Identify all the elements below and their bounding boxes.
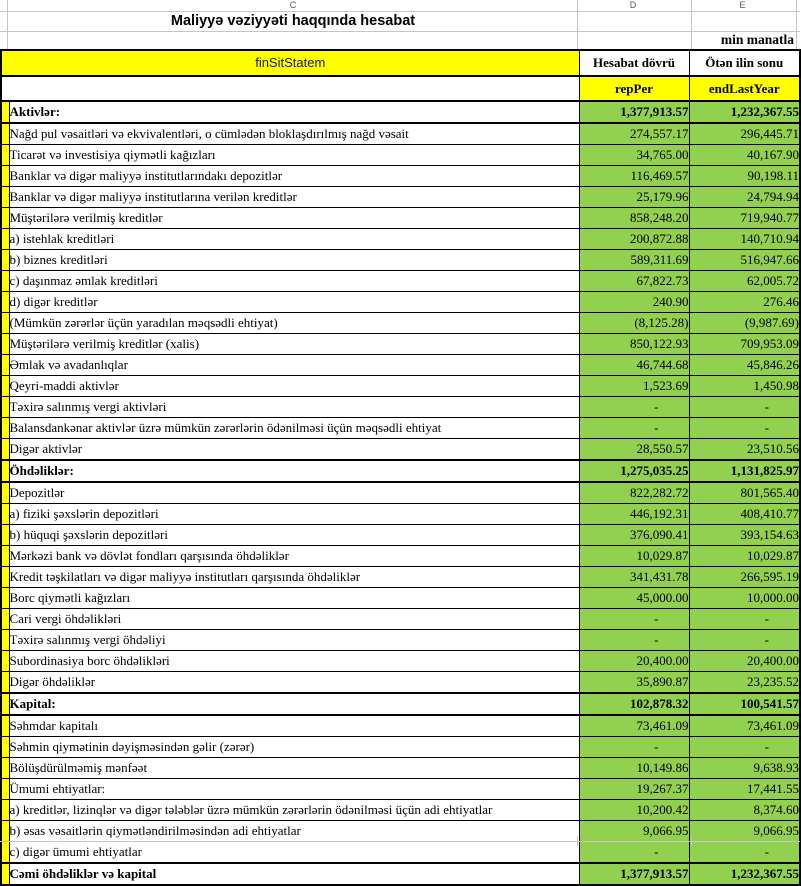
end-last-year-value-cell[interactable]: 100,541.57 (689, 693, 800, 715)
row-marker-stripe[interactable] (1, 546, 9, 567)
gridline (796, 0, 797, 49)
row-marker-stripe[interactable] (1, 250, 9, 271)
row-marker-stripe[interactable] (1, 821, 9, 842)
row-marker-stripe[interactable] (1, 715, 9, 737)
rep-per-value-cell[interactable]: - (579, 737, 689, 758)
end-last-year-value-cell[interactable]: 62,005.72 (689, 271, 800, 292)
table-row (1, 758, 800, 779)
row-marker-stripe[interactable] (1, 123, 9, 145)
end-last-year-value-cell[interactable]: 10,000.00 (689, 588, 800, 609)
end-last-year-value-cell[interactable]: - (689, 397, 800, 418)
table-row (1, 630, 800, 651)
form-code-cell[interactable]: finSitStatem (1, 50, 579, 76)
end-last-year-value-cell[interactable]: 296,445.71 (689, 123, 800, 145)
end-last-year-value-cell[interactable]: 140,710.94 (689, 229, 800, 250)
row-marker-stripe[interactable] (1, 525, 9, 546)
row-label-cell[interactable]: Depozitlər (9, 482, 579, 504)
row-label-cell[interactable]: Cari vergi öhdəlikləri (9, 609, 579, 630)
rep-per-value-cell[interactable]: 1,377,913.57 (579, 863, 689, 885)
row-marker-stripe[interactable] (1, 292, 9, 313)
end-last-year-value-cell[interactable]: 40,167.90 (689, 145, 800, 166)
header-row-2 (1, 76, 800, 101)
end-last-year-value-cell[interactable]: 393,154.63 (689, 525, 800, 546)
row-label-cell[interactable]: Digər aktivlər (9, 439, 579, 461)
row-label-cell[interactable]: Nağd pul vəsaitləri və ekvivalentləri, o cümlədən bloklaşdırılmış nağd vəsait (9, 123, 579, 145)
rep-per-value-cell[interactable]: 35,890.87 (579, 672, 689, 694)
end-last-year-value-cell[interactable]: (9,987.69) (689, 313, 800, 334)
table-row (1, 101, 800, 123)
end-last-year-value-cell[interactable]: 23,510.56 (689, 439, 800, 461)
table-row (1, 609, 800, 630)
table-row (1, 376, 800, 397)
row-label-cell[interactable]: Mərkəzi bank və dövlət fondları qarşısında öhdəliklər (9, 546, 579, 567)
end-last-year-value-cell[interactable]: 709,953.09 (689, 334, 800, 355)
table-row (1, 418, 800, 439)
rep-per-value-cell[interactable]: 822,282.72 (579, 482, 689, 504)
table-row (1, 588, 800, 609)
row-label-cell[interactable]: Kapital: (9, 693, 579, 715)
table-row (1, 863, 800, 885)
table-row (1, 672, 800, 694)
table-body (1, 50, 800, 885)
end-last-year-value-cell[interactable]: - (689, 609, 800, 630)
row-label-cell[interactable]: c) daşınmaz əmlak kreditləri (9, 271, 579, 292)
end-last-year-value-cell[interactable]: - (689, 842, 800, 864)
row-marker-stripe[interactable] (1, 355, 9, 376)
end-last-year-value-cell[interactable]: 516,947.66 (689, 250, 800, 271)
row-label-cell[interactable]: Subordinasiya borc öhdəlikləri (9, 651, 579, 672)
rep-per-value-cell[interactable]: 1,523.69 (579, 376, 689, 397)
end-last-year-value-cell[interactable]: - (689, 418, 800, 439)
row-marker-stripe[interactable] (1, 630, 9, 651)
end-last-year-value-cell[interactable]: 9,066.95 (689, 821, 800, 842)
rep-per-value-cell[interactable]: 67,822.73 (579, 271, 689, 292)
rep-per-value-cell[interactable]: 341,431.78 (579, 567, 689, 588)
row-marker-stripe[interactable] (1, 758, 9, 779)
rep-per-value-cell[interactable]: 45,000.00 (579, 588, 689, 609)
row-marker-stripe[interactable] (1, 334, 9, 355)
rep-per-value-cell[interactable]: 1,275,035.25 (579, 460, 689, 482)
row-marker-stripe[interactable] (1, 145, 9, 166)
end-last-year-value-cell[interactable]: 1,232,367.55 (689, 101, 800, 123)
table-row (1, 166, 800, 187)
row-marker-stripe[interactable] (1, 567, 9, 588)
row-label-cell[interactable]: Banklar və digər maliyyə institutlarındakı depozitlər (9, 166, 579, 187)
row-marker-stripe[interactable] (1, 800, 9, 821)
rep-per-value-cell[interactable]: 200,872.88 (579, 229, 689, 250)
row-label-cell[interactable]: b) biznes kreditləri (9, 250, 579, 271)
row-marker-stripe[interactable] (1, 376, 9, 397)
rep-per-value-cell[interactable]: 850,122.93 (579, 334, 689, 355)
row-marker-stripe[interactable] (1, 609, 9, 630)
end-last-year-value-cell[interactable]: 266,595.19 (689, 567, 800, 588)
end-last-year-value-cell[interactable]: 276.46 (689, 292, 800, 313)
end-last-year-value-cell[interactable]: 719,940.77 (689, 208, 800, 229)
end-last-year-value-cell[interactable]: 23,235.52 (689, 672, 800, 694)
end-last-year-value-cell[interactable]: 1,232,367.55 (689, 863, 800, 885)
end-last-year-value-cell[interactable]: 10,029.87 (689, 546, 800, 567)
end-last-year-value-cell[interactable]: - (689, 737, 800, 758)
table-row (1, 779, 800, 800)
gridline (0, 31, 800, 32)
row-marker-stripe[interactable] (1, 672, 9, 694)
table-row (1, 250, 800, 271)
row-marker-stripe[interactable] (1, 397, 9, 418)
rep-per-value-cell[interactable]: 19,267.37 (579, 779, 689, 800)
rep-per-value-cell[interactable]: 274,557.17 (579, 123, 689, 145)
row-label-cell[interactable]: Öhdəliklər: (9, 460, 579, 482)
row-label-cell[interactable]: a) istehlak kreditləri (9, 229, 579, 250)
rep-per-value-cell[interactable]: - (579, 418, 689, 439)
end-last-year-code-cell[interactable]: endLastYear (689, 76, 800, 101)
financial-statement-table (0, 49, 801, 886)
rep-per-value-cell[interactable]: 102,878.32 (579, 693, 689, 715)
end-last-year-value-cell[interactable]: 73,461.09 (689, 715, 800, 737)
table-row (1, 123, 800, 145)
blank-header-cell[interactable] (1, 76, 579, 101)
row-marker-stripe[interactable] (1, 588, 9, 609)
end-last-year-value-cell[interactable]: 20,400.00 (689, 651, 800, 672)
table-row (1, 693, 800, 715)
rep-per-value-cell[interactable]: 28,550.57 (579, 439, 689, 461)
row-marker-stripe[interactable] (1, 187, 9, 208)
table-row (1, 737, 800, 758)
row-marker-stripe[interactable] (1, 482, 9, 504)
row-marker-stripe[interactable] (1, 460, 9, 482)
gridline (0, 841, 800, 842)
end-last-year-value-cell[interactable]: 17,441.55 (689, 779, 800, 800)
row-label-cell[interactable]: Kredit təşkilatları və digər maliyyə institutları qarşısında öhdəliklər (9, 567, 579, 588)
row-label-cell[interactable]: b) hüquqi şəxslərin depozitləri (9, 525, 579, 546)
row-label-cell[interactable]: c) digər ümumi ehtiyatlar (9, 842, 579, 864)
row-marker-stripe[interactable] (1, 101, 9, 123)
row-marker-stripe[interactable] (1, 418, 9, 439)
rep-per-value-cell[interactable]: 20,400.00 (579, 651, 689, 672)
end-last-year-value-cell[interactable]: - (689, 630, 800, 651)
rep-per-value-cell[interactable]: 446,192.31 (579, 504, 689, 525)
row-label-cell[interactable]: b) əsas vəsaitlərin qiymətləndirilməsindən adi ehtiyatlar (9, 821, 579, 842)
row-label-cell[interactable]: Balansdankənar aktivlər üzrə mümkün zərərlərin ödənilməsi üçün məqsədli ehtiyat (9, 418, 579, 439)
table-row (1, 715, 800, 737)
rep-per-value-cell[interactable]: 73,461.09 (579, 715, 689, 737)
rep-per-value-cell[interactable]: 46,744.68 (579, 355, 689, 376)
row-marker-stripe[interactable] (1, 737, 9, 758)
row-marker-stripe[interactable] (1, 504, 9, 525)
table-row (1, 821, 800, 842)
end-last-year-value-cell[interactable]: 801,565.40 (689, 482, 800, 504)
end-last-year-value-cell[interactable]: 90,198.11 (689, 166, 800, 187)
row-label-cell[interactable]: Təxirə salınmış vergi aktivləri (9, 397, 579, 418)
rep-per-value-cell[interactable]: - (579, 609, 689, 630)
end-last-year-value-cell[interactable]: 1,131,825.97 (689, 460, 800, 482)
rep-per-value-cell[interactable]: 858,248.20 (579, 208, 689, 229)
row-label-cell[interactable]: Əmlak və avadanlıqlar (9, 355, 579, 376)
rep-per-value-cell[interactable]: 25,179.96 (579, 187, 689, 208)
table-row (1, 334, 800, 355)
rep-per-value-cell[interactable]: 589,311.69 (579, 250, 689, 271)
rep-per-value-cell[interactable]: 10,149.86 (579, 758, 689, 779)
table-row (1, 525, 800, 546)
rep-per-value-cell[interactable]: 240.90 (579, 292, 689, 313)
end-last-year-value-cell[interactable]: 9,638.93 (689, 758, 800, 779)
rep-per-value-cell[interactable]: 1,377,913.57 (579, 101, 689, 123)
row-label-cell[interactable]: Ümumi ehtiyatlar: (9, 779, 579, 800)
row-marker-stripe[interactable] (1, 779, 9, 800)
rep-per-value-cell[interactable]: 376,090.41 (579, 525, 689, 546)
table-row (1, 355, 800, 376)
row-marker-stripe[interactable] (1, 651, 9, 672)
row-label-cell[interactable]: a) kreditlər, lizinqlər və digər tələblər üzrə mümkün zərərlərin ödənilməsi üçün adi ehtiyatlar (9, 800, 579, 821)
row-label-cell[interactable]: Qeyri-maddi aktivlər (9, 376, 579, 397)
prev-year-end-header-cell[interactable]: Ötən ilin sonu (689, 50, 800, 76)
unit-note: min manatla (720, 32, 794, 47)
row-marker-stripe[interactable] (1, 271, 9, 292)
row-marker-stripe[interactable] (1, 166, 9, 187)
rep-per-value-cell[interactable]: - (579, 630, 689, 651)
row-label-cell[interactable]: Müştərilərə verilmiş kreditlər (xalis) (9, 334, 579, 355)
row-marker-stripe[interactable] (1, 229, 9, 250)
table-row (1, 271, 800, 292)
end-last-year-value-cell[interactable]: 45,846.26 (689, 355, 800, 376)
row-label-cell[interactable]: Bölüşdürülməmiş mənfəət (9, 758, 579, 779)
row-marker-stripe[interactable] (1, 439, 9, 461)
row-label-cell[interactable]: Digər öhdəliklər (9, 672, 579, 694)
rep-per-value-cell[interactable]: 9,066.95 (579, 821, 689, 842)
report-period-header-cell[interactable]: Hesabat dövrü (579, 50, 689, 76)
row-label-cell[interactable]: Ticarət və investisiya qiymətli kağızları (9, 145, 579, 166)
rep-per-value-cell[interactable]: - (579, 842, 689, 864)
row-label-cell[interactable]: Müştərilərə verilmiş kreditlər (9, 208, 579, 229)
table-row (1, 567, 800, 588)
rep-per-value-cell[interactable]: 10,029.87 (579, 546, 689, 567)
table-row (1, 229, 800, 250)
table-row (1, 187, 800, 208)
table-row (1, 546, 800, 567)
end-last-year-value-cell[interactable]: 24,794.94 (689, 187, 800, 208)
end-last-year-value-cell[interactable]: 408,410.77 (689, 504, 800, 525)
table-row (1, 651, 800, 672)
row-label-cell[interactable]: d) digər kreditlər (9, 292, 579, 313)
rep-per-value-cell[interactable]: 116,469.57 (579, 166, 689, 187)
header-row-1 (1, 50, 800, 76)
table-row (1, 145, 800, 166)
rep-per-value-cell[interactable]: 10,200.42 (579, 800, 689, 821)
row-label-cell[interactable]: Səhmin qiymətinin dəyişməsindən gəlir (zərər) (9, 737, 579, 758)
column-header-e[interactable]: E (739, 0, 746, 10)
column-header-c[interactable]: C (289, 0, 297, 10)
table-row (1, 292, 800, 313)
row-label-cell[interactable]: Cəmi öhdəliklər və kapital (9, 863, 579, 885)
page-title: Maliyyə vəziyyəti haqqında hesabat (170, 13, 416, 29)
row-label-cell[interactable]: (Mümkün zərərlər üçün yaradılan məqsədli ehtiyat) (9, 313, 579, 334)
table-row (1, 482, 800, 504)
row-label-cell[interactable]: Banklar və digər maliyyə institutlarına verilən kreditlər (9, 187, 579, 208)
row-label-cell[interactable]: Səhmdar kapitalı (9, 715, 579, 737)
table-row (1, 208, 800, 229)
rep-per-value-cell[interactable]: - (579, 397, 689, 418)
row-marker-stripe[interactable] (1, 863, 9, 885)
table-row (1, 842, 800, 864)
table-row (1, 313, 800, 334)
row-label-cell[interactable]: Borc qiymətli kağızları (9, 588, 579, 609)
row-marker-stripe[interactable] (1, 208, 9, 229)
end-last-year-value-cell[interactable]: 1,450.98 (689, 376, 800, 397)
row-marker-stripe[interactable] (1, 842, 9, 864)
end-last-year-value-cell[interactable]: 8,374.60 (689, 800, 800, 821)
row-marker-stripe[interactable] (1, 313, 9, 334)
table-row (1, 800, 800, 821)
table-row (1, 460, 800, 482)
table-row (1, 504, 800, 525)
row-label-cell[interactable]: Aktivlər: (9, 101, 579, 123)
row-label-cell[interactable]: Təxirə salınmış vergi öhdəliyi (9, 630, 579, 651)
table-row (1, 439, 800, 461)
column-header-d[interactable]: D (629, 0, 637, 10)
rep-per-value-cell[interactable]: (8,125.28) (579, 313, 689, 334)
rep-per-code-cell[interactable]: repPer (579, 76, 689, 101)
rep-per-value-cell[interactable]: 34,765.00 (579, 145, 689, 166)
table-row (1, 397, 800, 418)
row-label-cell[interactable]: a) fiziki şəxslərin depozitləri (9, 504, 579, 525)
row-marker-stripe[interactable] (1, 693, 9, 715)
